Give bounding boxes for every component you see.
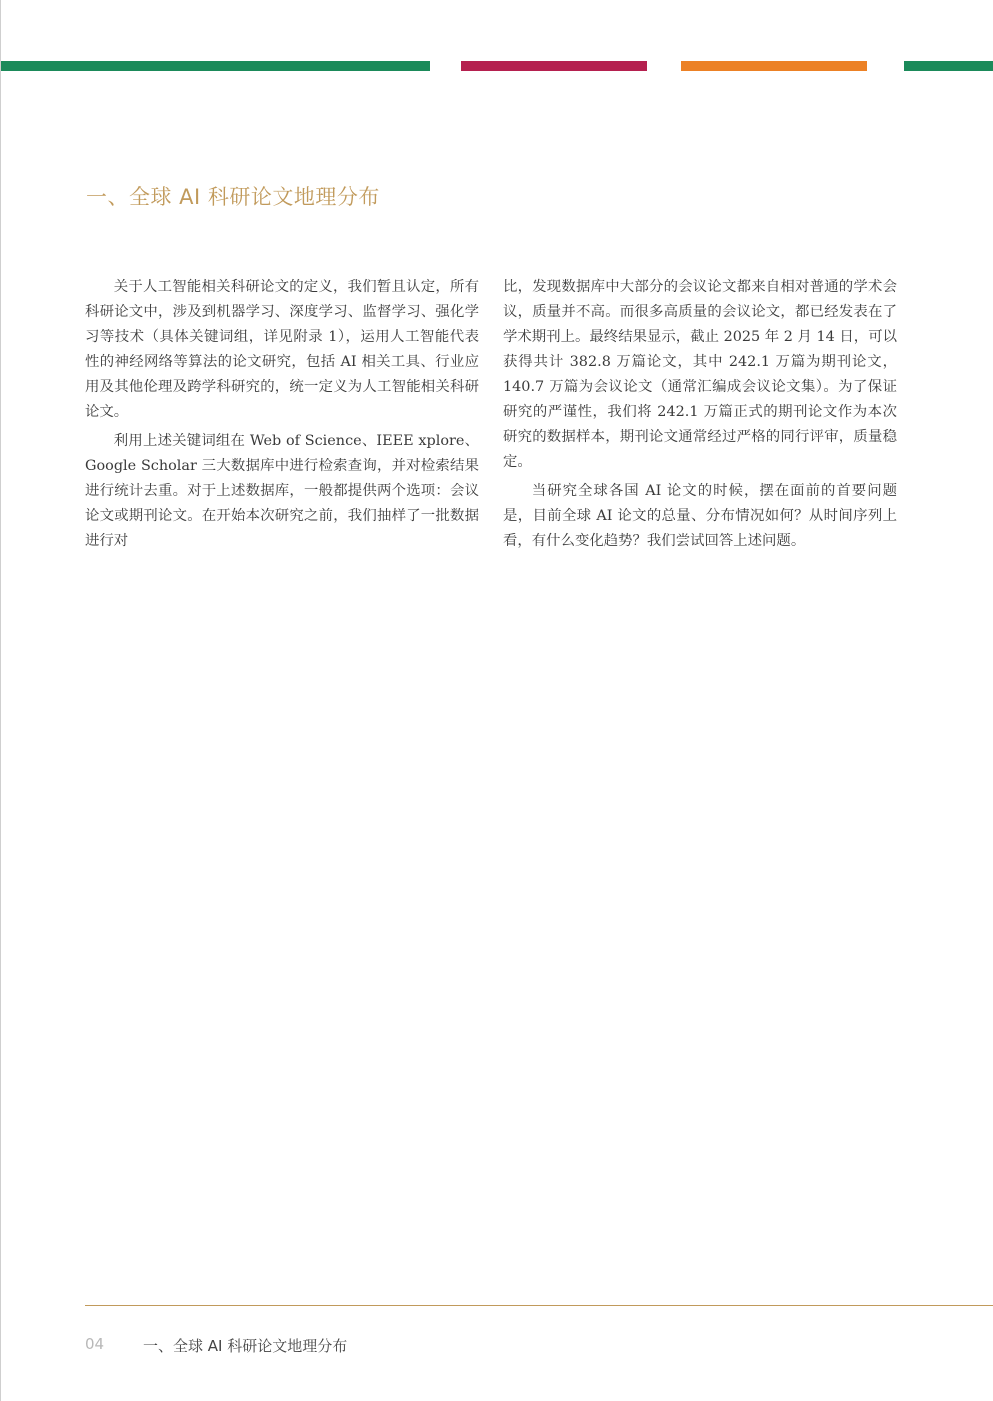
right-column — [503, 275, 897, 558]
left-column — [85, 275, 479, 558]
section-title: 一、全球 AI 科研论文地理分布 — [86, 185, 380, 209]
page-number: 04 — [85, 1335, 105, 1353]
running-title: 一、全球 AI 科研论文地理分布 — [143, 1337, 348, 1355]
header-bar-orange — [681, 61, 867, 71]
footer-rule — [85, 1305, 993, 1306]
paragraph: 关于人工智能相关科研论文的定义，我们暂且认定，所有科研论文中，涉及到机器学习、深度学习、监督学习、强化学习等技术（具体关键词组，详见附录 1），运用人工智能代表性的神经网络等算法的论文研究，包括 AI 相关工具、行业应用及其他伦理及跨学科研究的，统一定义为人工智能相关科研论文。 — [85, 279, 479, 420]
paragraph: 利用上述关键词组在 Web of Science、IEEE xplore、Google Scholar 三大数据库中进行检索查询，并对检索结果进行统计去重。对于上述数据库，一般都提供两个选项：会议论文或期刊论文。在开始本次研究之前，我们抽样了一批数据进行对 — [85, 433, 479, 549]
header-bar-red — [461, 61, 647, 71]
header-bar-green-right — [904, 61, 993, 71]
paragraph: 当研究全球各国 AI 论文的时候，摆在面前的首要问题是，目前全球 AI 论文的总量、分布情况如何？从时间序列上看，有什么变化趋势？我们尝试回答上述问题。 — [503, 483, 897, 549]
page-left-border — [0, 0, 1, 1401]
header-bar-green — [1, 61, 430, 71]
paragraph-continued: 比，发现数据库中大部分的会议论文都来自相对普通的学术会议，质量并不高。而很多高质量的会议论文，都已经发表在了学术期刊上。最终结果显示，截止 2025 年 2 月 14 日，可以获得共计 382.8 万篇论文，其中 242.1 万篇为期刊论文，140.7 万篇为会议论文（通常汇编成会议论文集）。为了保证研究的严谨性，我们将 242.1 万篇正式的期刊论文作为本次研究的数据样本，期刊论文通常经过严格的同行评审，质量稳定。 — [503, 279, 897, 470]
